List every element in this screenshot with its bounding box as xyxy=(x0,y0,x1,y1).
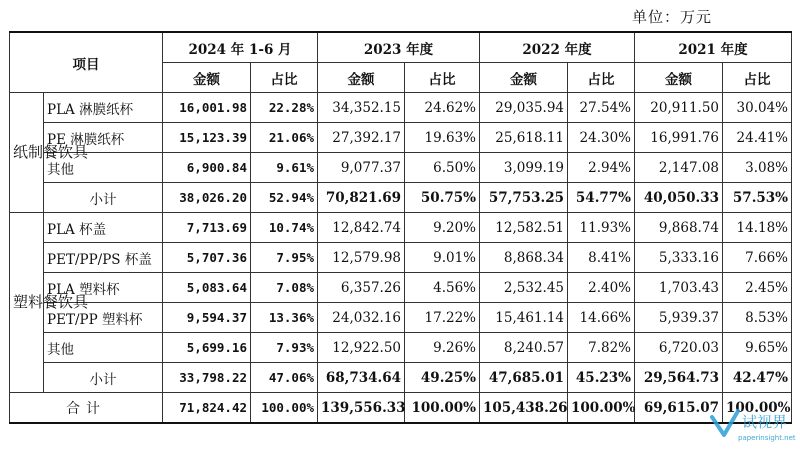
table-row xyxy=(10,303,792,333)
value-cell: 71,824.42 xyxy=(163,393,251,424)
header-period: 2021 年度 xyxy=(635,32,792,63)
item-name: PE 淋膜纸杯 xyxy=(44,123,163,153)
item-name: 其他 xyxy=(44,333,163,363)
value-cell: 42.47% xyxy=(723,363,792,393)
header-amount: 金额 xyxy=(480,63,568,93)
value-cell: 9,868.74 xyxy=(635,213,723,243)
unit-label: 单位：万元 xyxy=(631,8,712,26)
value-cell: 11.93% xyxy=(568,213,635,243)
value-cell: 13.36% xyxy=(251,303,318,333)
header-amount: 金额 xyxy=(318,63,405,93)
item-name: PLA 塑料杯 xyxy=(44,273,163,303)
revenue-composition-table xyxy=(9,31,792,424)
value-cell: 45.23% xyxy=(568,363,635,393)
value-cell: 7.08% xyxy=(251,273,318,303)
value-cell: 7,713.69 xyxy=(163,213,251,243)
value-cell: 20,911.50 xyxy=(635,93,723,123)
item-name: 其他 xyxy=(44,153,163,183)
value-cell: 57,753.25 xyxy=(480,183,568,213)
value-cell: 139,556.33 xyxy=(318,393,405,424)
table-row xyxy=(10,123,792,153)
value-cell: 100.00% xyxy=(251,393,318,424)
value-cell: 100.00% xyxy=(723,393,792,424)
value-cell: 3,099.19 xyxy=(480,153,568,183)
value-cell: 5,333.16 xyxy=(635,243,723,273)
value-cell: 5,939.37 xyxy=(635,303,723,333)
subtotal-label: 小计 xyxy=(44,363,163,393)
item-name: PET/PP 塑料杯 xyxy=(44,303,163,333)
table-row xyxy=(10,243,792,273)
value-cell: 30.04% xyxy=(723,93,792,123)
value-cell: 7.93% xyxy=(251,333,318,363)
table-row xyxy=(10,213,792,243)
value-cell: 10.74% xyxy=(251,213,318,243)
category-cell: 塑料餐饮具 xyxy=(10,213,44,393)
value-cell: 34,352.15 xyxy=(318,93,405,123)
value-cell: 5,083.64 xyxy=(163,273,251,303)
value-cell: 15,123.39 xyxy=(163,123,251,153)
value-cell: 2.40% xyxy=(568,273,635,303)
value-cell: 6,900.84 xyxy=(163,153,251,183)
value-cell: 70,821.69 xyxy=(318,183,405,213)
subtotal-row xyxy=(10,183,792,213)
value-cell: 57.53% xyxy=(723,183,792,213)
value-cell: 2.94% xyxy=(568,153,635,183)
value-cell: 54.77% xyxy=(568,183,635,213)
value-cell: 5,699.16 xyxy=(163,333,251,363)
value-cell: 2.45% xyxy=(723,273,792,303)
value-cell: 9,594.37 xyxy=(163,303,251,333)
header-ratio: 占比 xyxy=(568,63,635,93)
header-ratio: 占比 xyxy=(723,63,792,93)
watermark xyxy=(708,405,796,445)
watermark-text: 试视界 xyxy=(742,413,788,431)
header-row-periods xyxy=(10,32,792,63)
value-cell: 9.65% xyxy=(723,333,792,363)
header-ratio: 占比 xyxy=(405,63,480,93)
value-cell: 6.50% xyxy=(405,153,480,183)
value-cell: 27.54% xyxy=(568,93,635,123)
value-cell: 3.08% xyxy=(723,153,792,183)
item-name: PET/PP/PS 杯盖 xyxy=(44,243,163,273)
category-cell: 纸制餐饮具 xyxy=(10,93,44,213)
value-cell: 49.25% xyxy=(405,363,480,393)
value-cell: 9.20% xyxy=(405,213,480,243)
total-row xyxy=(10,393,792,424)
value-cell: 7.82% xyxy=(568,333,635,363)
value-cell: 22.28% xyxy=(251,93,318,123)
header-period: 2023 年度 xyxy=(318,32,480,63)
table-row xyxy=(10,333,792,363)
item-name: PLA 淋膜纸杯 xyxy=(44,93,163,123)
value-cell: 24.41% xyxy=(723,123,792,153)
paperinsight-logo-icon xyxy=(708,405,796,445)
value-cell: 52.94% xyxy=(251,183,318,213)
value-cell: 12,579.98 xyxy=(318,243,405,273)
value-cell: 12,922.50 xyxy=(318,333,405,363)
value-cell: 100.00% xyxy=(568,393,635,424)
value-cell: 40,050.33 xyxy=(635,183,723,213)
value-cell: 12,842.74 xyxy=(318,213,405,243)
value-cell: 29,564.73 xyxy=(635,363,723,393)
value-cell: 24.62% xyxy=(405,93,480,123)
header-ratio: 占比 xyxy=(251,63,318,93)
header-amount: 金额 xyxy=(635,63,723,93)
table-row xyxy=(10,93,792,123)
value-cell: 47,685.01 xyxy=(480,363,568,393)
value-cell: 9.01% xyxy=(405,243,480,273)
value-cell: 16,001.98 xyxy=(163,93,251,123)
value-cell: 4.56% xyxy=(405,273,480,303)
subtotal-row xyxy=(10,363,792,393)
value-cell: 1,703.43 xyxy=(635,273,723,303)
value-cell: 24.30% xyxy=(568,123,635,153)
value-cell: 5,707.36 xyxy=(163,243,251,273)
value-cell: 25,618.11 xyxy=(480,123,568,153)
value-cell: 33,798.22 xyxy=(163,363,251,393)
value-cell: 19.63% xyxy=(405,123,480,153)
value-cell: 68,734.64 xyxy=(318,363,405,393)
value-cell: 69,615.07 xyxy=(635,393,723,424)
value-cell: 7.66% xyxy=(723,243,792,273)
value-cell: 9.26% xyxy=(405,333,480,363)
value-cell: 8,868.34 xyxy=(480,243,568,273)
value-cell: 47.06% xyxy=(251,363,318,393)
value-cell: 12,582.51 xyxy=(480,213,568,243)
total-label: 合计 xyxy=(10,393,163,424)
value-cell: 2,147.08 xyxy=(635,153,723,183)
value-cell: 38,026.20 xyxy=(163,183,251,213)
value-cell: 21.06% xyxy=(251,123,318,153)
value-cell: 105,438.26 xyxy=(480,393,568,424)
value-cell: 8.53% xyxy=(723,303,792,333)
header-period: 2024 年 1-6 月 xyxy=(163,32,318,63)
value-cell: 9.61% xyxy=(251,153,318,183)
header-period: 2022 年度 xyxy=(480,32,635,63)
value-cell: 14.66% xyxy=(568,303,635,333)
value-cell: 16,991.76 xyxy=(635,123,723,153)
value-cell: 29,035.94 xyxy=(480,93,568,123)
header-amount: 金额 xyxy=(163,63,251,93)
value-cell: 8.41% xyxy=(568,243,635,273)
value-cell: 24,032.16 xyxy=(318,303,405,333)
value-cell: 7.95% xyxy=(251,243,318,273)
value-cell: 8,240.57 xyxy=(480,333,568,363)
value-cell: 14.18% xyxy=(723,213,792,243)
watermark-domain: paperinsight.net xyxy=(738,434,796,442)
value-cell: 50.75% xyxy=(405,183,480,213)
header-item: 项目 xyxy=(10,32,163,93)
value-cell: 6,357.26 xyxy=(318,273,405,303)
value-cell: 27,392.17 xyxy=(318,123,405,153)
value-cell: 2,532.45 xyxy=(480,273,568,303)
value-cell: 6,720.03 xyxy=(635,333,723,363)
value-cell: 17.22% xyxy=(405,303,480,333)
subtotal-label: 小计 xyxy=(44,183,163,213)
value-cell: 15,461.14 xyxy=(480,303,568,333)
table-row xyxy=(10,153,792,183)
item-name: PLA 杯盖 xyxy=(44,213,163,243)
table-row xyxy=(10,273,792,303)
value-cell: 9,077.37 xyxy=(318,153,405,183)
value-cell: 100.00% xyxy=(405,393,480,424)
